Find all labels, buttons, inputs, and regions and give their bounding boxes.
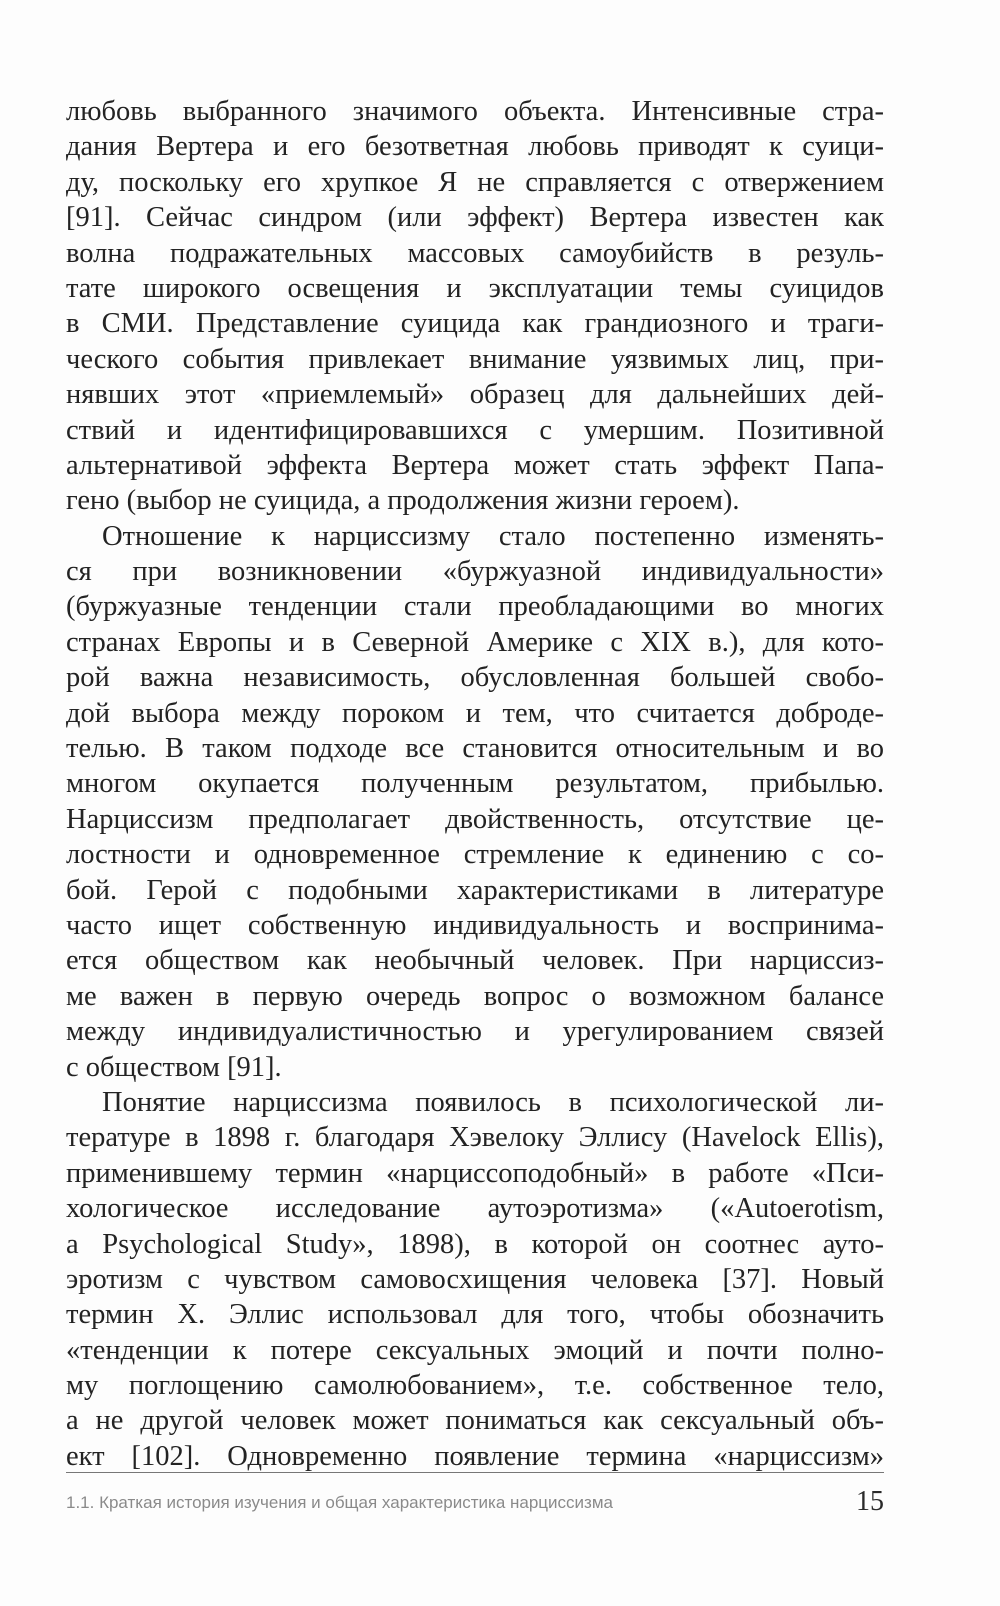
text-line: альтернативой эффекта Вертера может стать эффект Папа-: [66, 449, 884, 481]
text-line: [91]. Сейчас синдром (или эффект) Вертера известен как: [66, 202, 884, 234]
text-line: дания Вертера и его безответная любовь приводят к суици-: [66, 131, 884, 163]
text-line: термин Х. Эллис использовал для того, чтобы обозначить: [66, 1299, 884, 1331]
text-line: гено (выбор не суицида, а продолжения жизни героем).: [66, 485, 740, 517]
text-line: Отношение к нарциссизму стало постепенно изменять-: [102, 520, 884, 552]
text-line: ме важен в первую очередь вопрос о возможном балансе: [66, 980, 884, 1012]
text-line: между индивидуалистичностью и урегулированием связей: [66, 1016, 884, 1048]
text-line: рой важна независимость, обусловленная большей свобо-: [66, 662, 884, 694]
text-line: a Psychological Study», 1898), в которой он соотнес ауто-: [66, 1228, 884, 1260]
text-line: ется обществом как необычный человек. При нарциссиз-: [66, 945, 884, 977]
text-line: Понятие нарциссизма появилось в психологической ли-: [102, 1086, 884, 1118]
text-line: многом окупается полученным результатом, прибылью.: [66, 768, 884, 800]
text-line: лостности и одновременное стремление к единению с со-: [66, 839, 884, 871]
text-line: «тенденции к потере сексуальных эмоций и почти полно-: [66, 1334, 884, 1366]
page-number: 15: [856, 1486, 884, 1517]
footer-rule: [66, 1472, 884, 1473]
text-line: странах Европы и в Северной Америке с XIX в.), для кото-: [66, 626, 884, 658]
text-line: тате широкого освещения и эксплуатации темы суицидов: [66, 272, 884, 304]
text-line: ся при возникновении «буржуазной индивидуальности»: [66, 556, 884, 588]
text-line: в СМИ. Представление суицида как грандиозного и траги-: [66, 308, 884, 340]
text-line: ческого события привлекает внимание уязвимых лиц, при-: [66, 343, 884, 375]
text-line: му поглощению самолюбованием», т.е. собственное тело,: [66, 1370, 884, 1402]
text-line: а не другой человек может пониматься как сексуальный объ-: [66, 1405, 884, 1437]
text-line: любовь выбранного значимого объекта. Интенсивные стра-: [66, 96, 884, 127]
text-line: нявших этот «приемлемый» образец для дальнейших дей-: [66, 379, 884, 411]
text-line: волна подражательных массовых самоубийств в резуль-: [66, 237, 884, 269]
text-line: тературе в 1898 г. благодаря Хэвелоку Эллису (Havelock Ellis),: [66, 1122, 884, 1154]
text-line: часто ищет собственную индивидуальность и воспринима-: [66, 909, 884, 941]
text-line: хологическое исследование аутоэротизма» («Autoerotism,: [66, 1193, 884, 1225]
text-line: ект [102]. Одновременно появление термина «нарциссизм»: [66, 1440, 884, 1472]
text-line: (буржуазные тенденции стали преобладающими во многих: [66, 591, 884, 623]
text-line: ду, поскольку его хрупкое Я не справляется с отвержением: [66, 166, 884, 198]
text-line: Нарциссизм предполагает двойственность, отсутствие це-: [66, 803, 884, 835]
text-line: ствий и идентифицировавшихся с умершим. Позитивной: [66, 414, 884, 446]
text-line: телью. В таком подходе все становится относительным и во: [66, 733, 884, 765]
text-line: дой выбора между пороком и тем, что считается доброде-: [66, 697, 884, 729]
body-text: [66, 94, 884, 1474]
text-line: бой. Герой с подобными характеристиками в литературе: [66, 874, 884, 906]
text-line: с обществом [91].: [66, 1051, 282, 1083]
text-line: эротизм с чувством самовосхищения человека [37]. Новый: [66, 1263, 884, 1295]
text-line: применившему термин «нарциссоподобный» в работе «Пси-: [66, 1157, 884, 1189]
running-footer-section-title: 1.1. Краткая история изучения и общая характеристика нарциссизма: [66, 1493, 613, 1512]
